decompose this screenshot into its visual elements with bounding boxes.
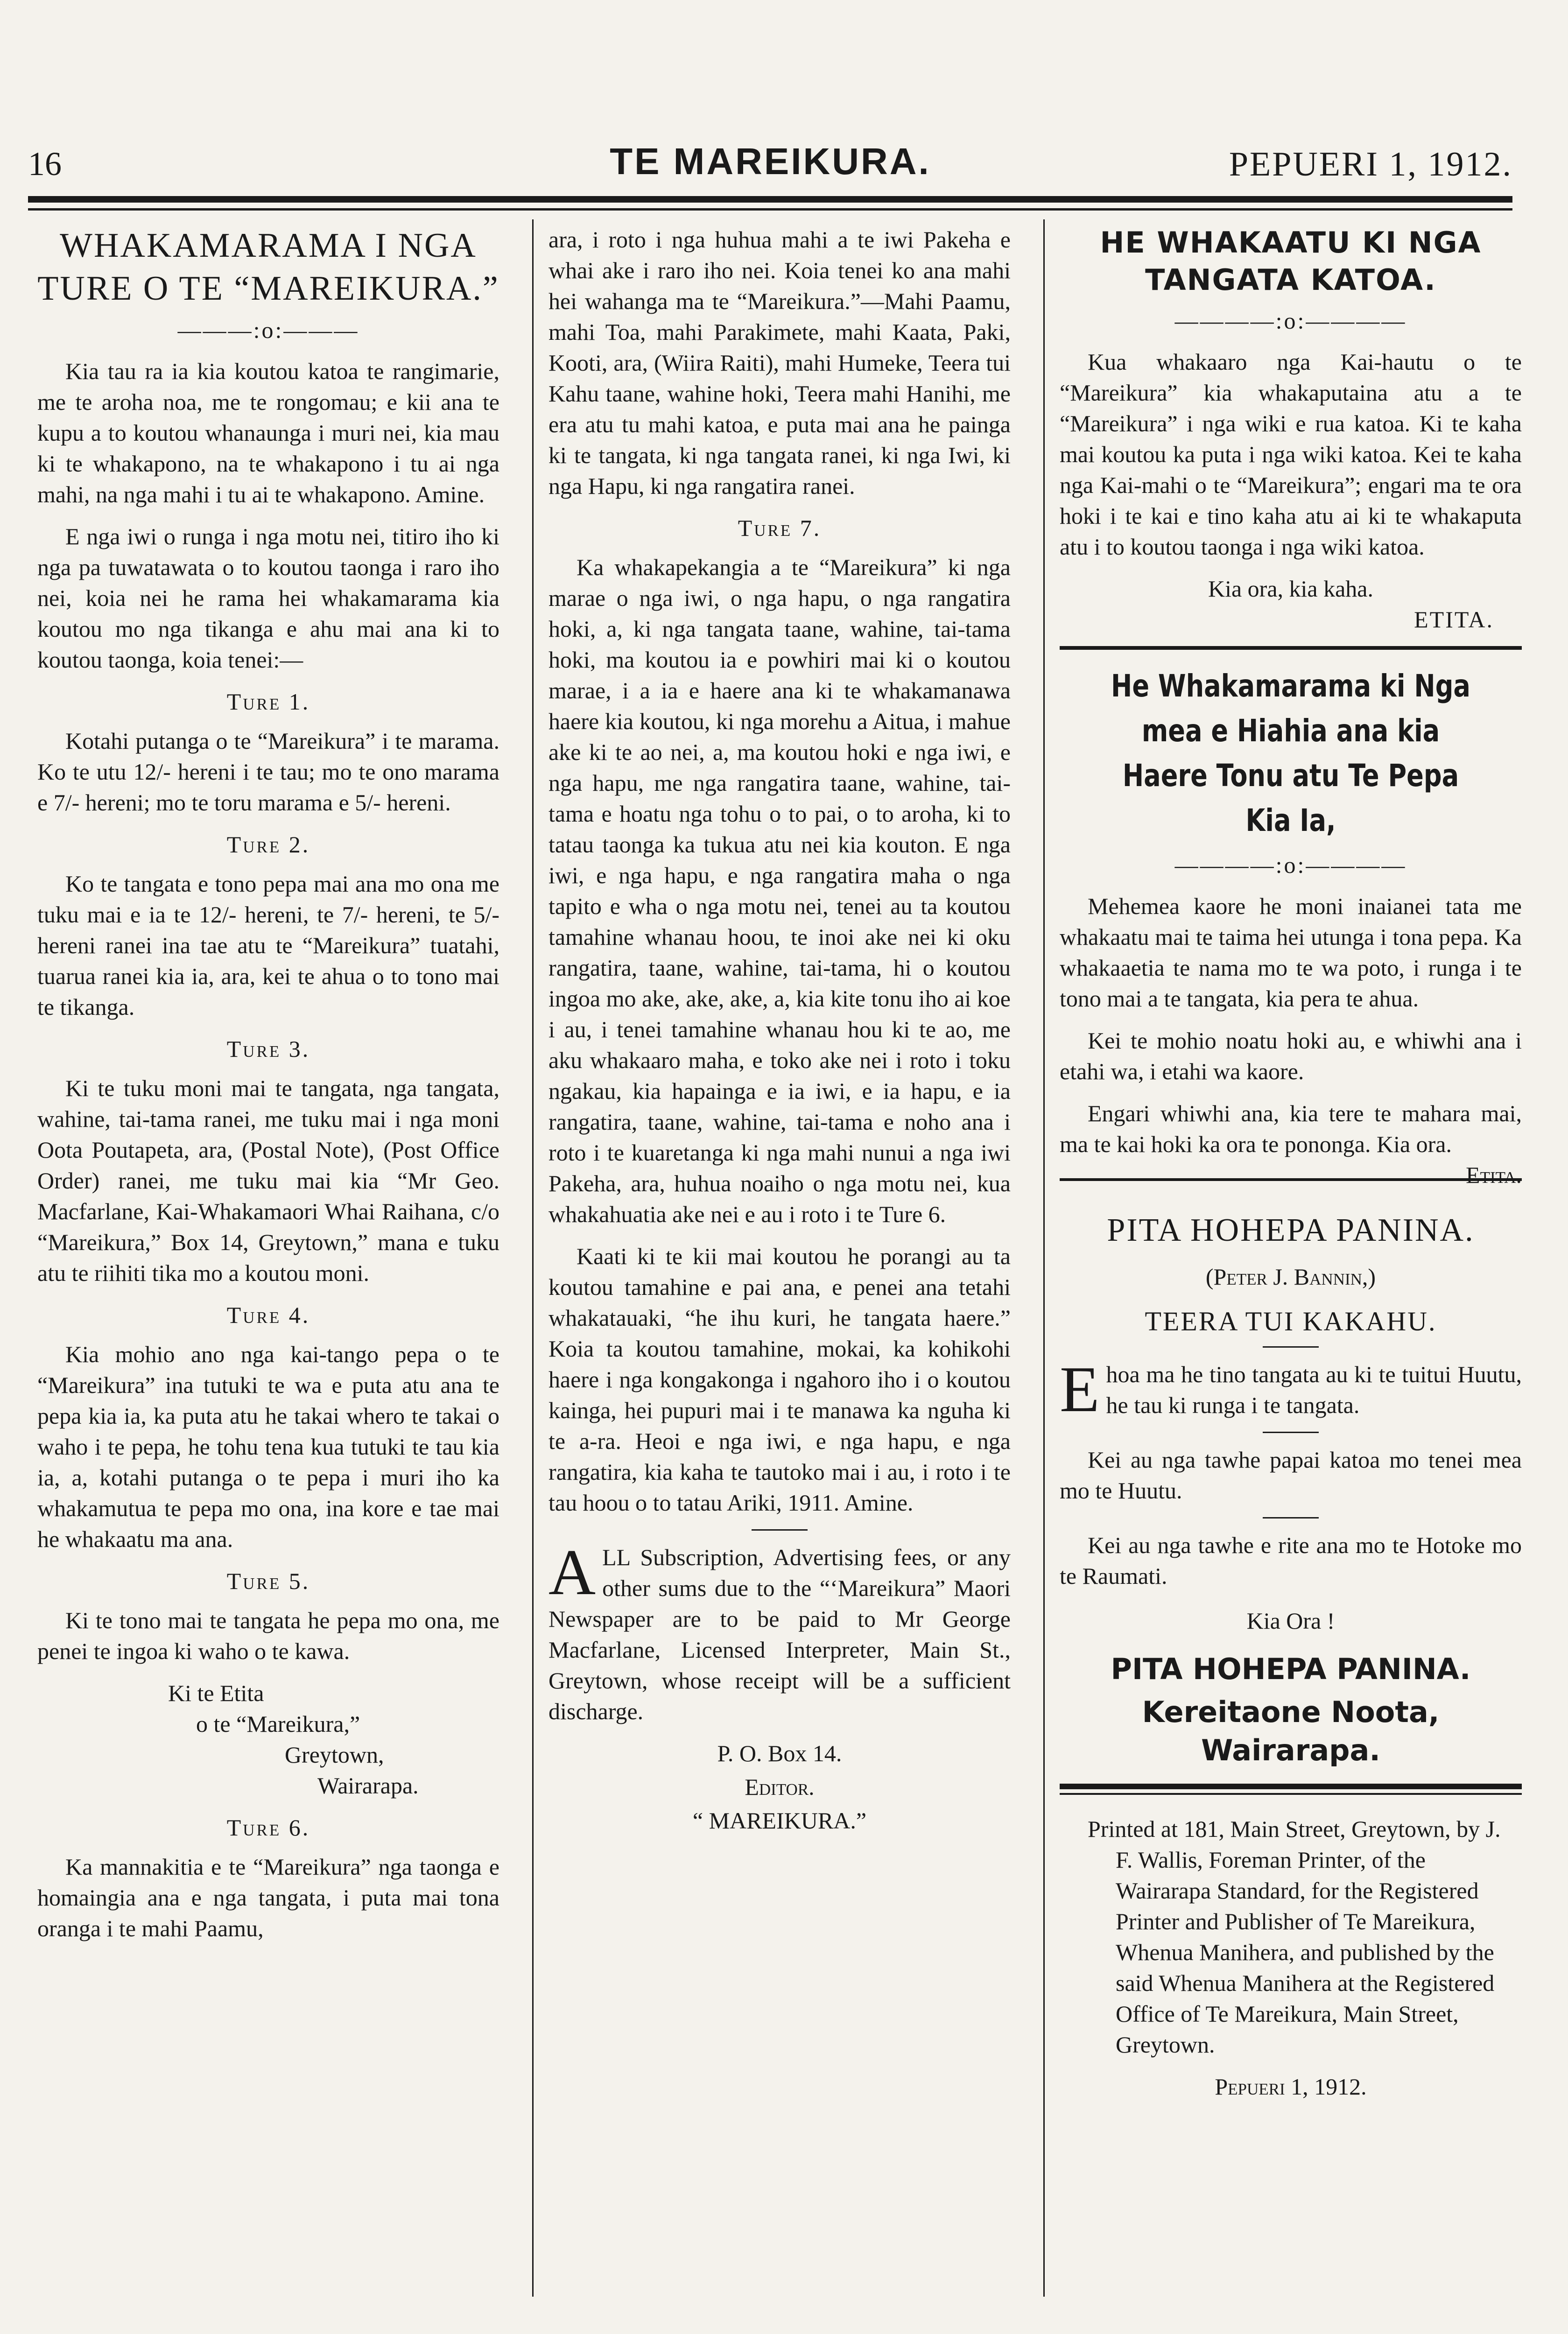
section-heading: Ture 7.: [738, 515, 822, 541]
address-line: Ki te Etita: [168, 1680, 264, 1706]
paragraph: Kia mohio ano nga kai-tango pepa o te “Mareikura” ina tutuki te wa e puta atu ana te pepa kia ia, ka puta atu he takai whero te takai o waho i te pepa, he tohu tena kua tutuki te tau kia ia, a, kotahi putanga o te pepa i muri iho ka whakamutua te pepa mo ona, ina kore e tae mai he whakaatu ma ana.: [37, 1341, 499, 1552]
address-block: [168, 1678, 499, 1801]
divider: [1060, 1784, 1522, 1789]
paragraph: ara, i roto i nga huhua mahi a te iwi Pakeha e whai ake i raro iho nei. Koia tenei ko ana mahi hei wahanga ma te “Mareikura.”—Mahi Paamu, mahi Toa, mahi Parakimete, mahi Kaata, Paki, Kooti, ara, (Wiira Raiti), mahi Humeke, Teera tui Kahu taane, wahine hoki, Teera mahi Hanihi, me era atu tu mahi katoa, e puta mai ana he painga ki te tangata, ki nga tangata ranei, ki nga Iwi, ki nga Hapu, ki nga rangatira ranei.: [548, 226, 1011, 499]
paragraph: Kei au nga tawhe e rite ana mo te Hotoke mo te Raumati.: [1060, 1532, 1522, 1589]
ad-trade: TEERA TUI KAKAHU.: [1145, 1306, 1437, 1336]
paragraph: Ki te tuku moni mai te tangata, nga tangata, wahine, tai-tama ranei, me tuku mai i nga moni Oota Poutapeta, ara, (Postal Note), (Post Office Order) ranei, me tuku mai kia “Mr Geo. Macfarlane, Kai-Whakamaori Whai Raihana, c/o “Mareikura,” Box 14, Greytown,” mana e tuku atu te riihiti tika mo a koutou moni.: [37, 1075, 499, 1286]
divider: [1060, 1793, 1522, 1795]
paragraph: Kua whakaaro nga Kai-hautu o te “Mareikura” kia whakaputaina atu a te “Mareikura” i nga wiki e rua katoa. Ki te kaha mai koutou ka puta i nga wiki katoa. Kei te kaha nga Kai-mahi o te “Mareikura”; engari ma te ora hoki i te kai e tino kaha atu ai ki te whakaputa atu i to koutou taonga i nga wiki katoa.: [1060, 349, 1522, 560]
paragraph: [1060, 1098, 1522, 1188]
section-heading: Ture 4.: [226, 1302, 310, 1328]
drop-cap: A: [548, 1536, 596, 1609]
column-divider: [532, 219, 534, 2297]
closing: Kia Ora !: [1246, 1608, 1335, 1634]
address-line: Greytown,: [285, 1742, 384, 1768]
header-rule-thin: [28, 208, 1512, 211]
paragraph: Ka mannakitia e te “Mareikura” nga taonga e homaingia ana e nga tangata, i puta mai tona oranga i te mahi Paamu,: [37, 1854, 499, 1941]
notice-text: LL Subscription, Advertising fees, or any other sums due to the “‘Mareikura” Maori Newspaper are to be paid to Mr George Macfarlane, Licensed Interpreter, Main St., Greytown, whose receipt will be a sufficient discharge.: [548, 1544, 1011, 1724]
masthead: TE MAREIKURA.: [610, 141, 931, 182]
column-2: [548, 224, 1011, 1847]
paragraph: hoa ma he tino tangata au ki te tuitui Huutu, he tau ki runga i te tangata.: [1106, 1361, 1522, 1418]
section-heading: Ture 2.: [226, 831, 310, 858]
paragraph: Kia tau ra ia kia koutou katoa te rangimarie, me te aroha noa, me te rongomau; e kii ana te kupu a to koutou whanaunga i muri nei, kia mau ki te whakapono, na te whakapono i tu ai nga mahi, na nga mahi i tu ai te whakapono. Amine.: [37, 358, 499, 507]
ad-name: PITA HOHEPA PANINA.: [1111, 1652, 1471, 1686]
paragraph: Ko te tangata e tono pepa mai ana mo ona me tuku mai e ia te 12/- hereni, te 7/- hereni, te 5/- hereni ranei ina tae atu te “Mareikura” tuatahi, tuarua ranei kia ia, ara, kei te ahua o to tono mai te tikanga.: [37, 871, 499, 1020]
address-line: o te “Mareikura,”: [196, 1711, 360, 1737]
section-heading: Ture 3.: [226, 1036, 310, 1062]
signature: ETITA.: [1414, 606, 1494, 633]
section-heading: Ture 6.: [226, 1814, 310, 1841]
ad-place: Wairarapa.: [1201, 1733, 1380, 1767]
paragraph: E nga iwi o runga i nga motu nei, titiro iho ki nga pa tuwatawata o to koutou taonga i raro iho nei, koia nei he rama hei whakamarama kia koutou mo nga tikanga e ahu mai ana ki to koutou taonga, koia tenei:—: [37, 523, 499, 673]
drop-cap: E: [1060, 1353, 1100, 1426]
paragraph: Mehemea kaore he moni inaianei tata me whakaatu mai te taima hei utunga i tona pepa. Ka whakaaetia te nama mo te wa poto, i runga i te tono mai a te tangata, kia pera te ahua.: [1060, 893, 1522, 1012]
ad-subtitle: (Peter J. Bannin,): [1205, 1264, 1376, 1290]
signature: Etita.: [1466, 1162, 1522, 1188]
section-heading: Ture 5.: [226, 1568, 310, 1594]
separator: ————:o:————: [1174, 308, 1407, 334]
article-title: WHAKAMARAMA I NGA TURE O TE “MAREIKURA.”: [37, 226, 499, 308]
ad-intro: [1060, 1353, 1522, 1426]
short-rule: [1263, 1432, 1319, 1433]
issue-date: PEPUERI 1, 1912.: [1229, 145, 1512, 183]
po-box: P. O. Box 14.: [717, 1740, 842, 1766]
paper-name: “ MAREIKURA.”: [692, 1807, 867, 1834]
paragraph: Kei te mohio noatu hoki au, e whiwhi ana i etahi wa, i etahi wa kaore.: [1060, 1027, 1522, 1084]
printer-imprint: Printed at 181, Main Street, Greytown, by J. F. Wallis, Foreman Printer, of the Wairarapa Standard, for the Registered Printer and Publisher of Te Mareikura, Whenua Manihera, and published by the said Whenua Manihera at the Registered Office of Te Mareikura, Main Street, Greytown.: [1088, 1816, 1501, 2058]
imprint-date: Pepueri 1, 1912.: [1215, 2074, 1367, 2100]
short-rule: [1263, 1346, 1319, 1348]
ad-place: Kereitaone Noota,: [1142, 1695, 1440, 1729]
advertisement: [1060, 1178, 1522, 1770]
editor-signature: Editor.: [745, 1774, 815, 1800]
section-heading: Ture 1.: [226, 689, 310, 715]
paragraph: Kei au nga tawhe papai katoa mo tenei mea mo te Huutu.: [1060, 1447, 1522, 1504]
header-rule-thick: [28, 196, 1512, 203]
article-title: HE WHAKAATU KI NGA TANGATA KATOA.: [1100, 225, 1482, 297]
address-line: Wairarapa.: [317, 1772, 419, 1799]
page-number: 16: [28, 145, 62, 183]
page-header: [28, 135, 1512, 187]
paragraph: Ki te tono mai te tangata he pepa mo ona, me penei te ingoa ki waho o te kawa.: [37, 1607, 499, 1664]
short-rule: [752, 1529, 808, 1531]
column-divider: [1043, 219, 1045, 2297]
short-rule: [1263, 1517, 1319, 1519]
closing: Kia ora, kia kaha.: [1208, 576, 1373, 602]
column-1: [37, 224, 499, 1955]
article-title: He Whakamarama ki Nga mea e Hiahia ana kia Haere Tonu atu Te Pepa Kia Ia,: [1111, 668, 1470, 838]
paragraph: Kotahi putanga o te “Mareikura” i te marama. Ko te utu 12/- hereni i te tau; mo te ono marama e 7/- hereni; mo te toru marama e 5/- hereni.: [37, 728, 499, 815]
ad-title: PITA HOHEPA PANINA.: [1107, 1212, 1475, 1248]
column-3: [1060, 224, 1522, 2113]
paragraph: Kaati ki te kii mai koutou he porangi au ta koutou tamahine e pai ana, e penei ana tetahi whakatauaki, “he ihu kuri, he tangata haere.” Koia ta koutou tamahine, mokai, ka kohikohi haere i nga kongakonga i ngahoro iho i o koutou kainga, hei pupuri mai i te manawa ka nguha ki te a-ra. Heoi e nga iwi, e nga hapu, e nga rangatira, kia kaha te tautoko mai i au, i roto i te tau hoou o to tatau Ariki, 1911. Amine.: [548, 1243, 1011, 1516]
paragraph-text: Engari whiwhi ana, kia tere te mahara mai, ma te kai hoki ka ora te pononga. Kia ora.: [1060, 1100, 1522, 1157]
separator: ————:o:————: [1174, 852, 1407, 878]
subscription-notice: [548, 1536, 1011, 1727]
divider: [1060, 646, 1522, 650]
separator: ———:o:———: [177, 317, 359, 343]
paragraph: Ka whakapekangia a te “Mareikura” ki nga marae o nga iwi, o nga hapu, o nga rangatira hoki, a, ki nga tangata taane, wahine, tai-tama hoki, ma koutou ia e powhiri mai ki o koutou marae, i a ia e haere ana ki te whakamanawa haere kia koutou, ki nga morehu a Aitua, i mahue ake ki te ao nei, a, ma koutou hoki e nga iwi, e nga hapu, me nga rangatira taane, wahine, tai-tama e hoatu nga tohu o to pai, o to aroha, ki to tatau taonga ka tukua atu nei kia kouton. E nga iwi, e nga hapu, e nga rangatira maha o nga tapito e wha o nga motu nei, tenei au ta koutou tamahine whanau hoou, te inoi ake nei ki oku rangatira, taane, wahine, tai-tama, hi o koutou ingoa mo ake, ake, ake, a, kia kite tonu iho ai koe i au, i tenei tamahine whanau hou ki te ao, me aku whakaaro maha, e toko ake nei i roto i toku ngakau, kia hapainga e ia iwi, e ia hapu, e ia rangatira, taane, wahine, tai-tama e noho ana i roto i te kuaretanga ki nga mahi nunui a nga iwi Pakeha, ara, huhua noaiho o nga motu nei, kua whakahuatia ake nei e au i roto i te Ture 6.: [548, 554, 1011, 1227]
